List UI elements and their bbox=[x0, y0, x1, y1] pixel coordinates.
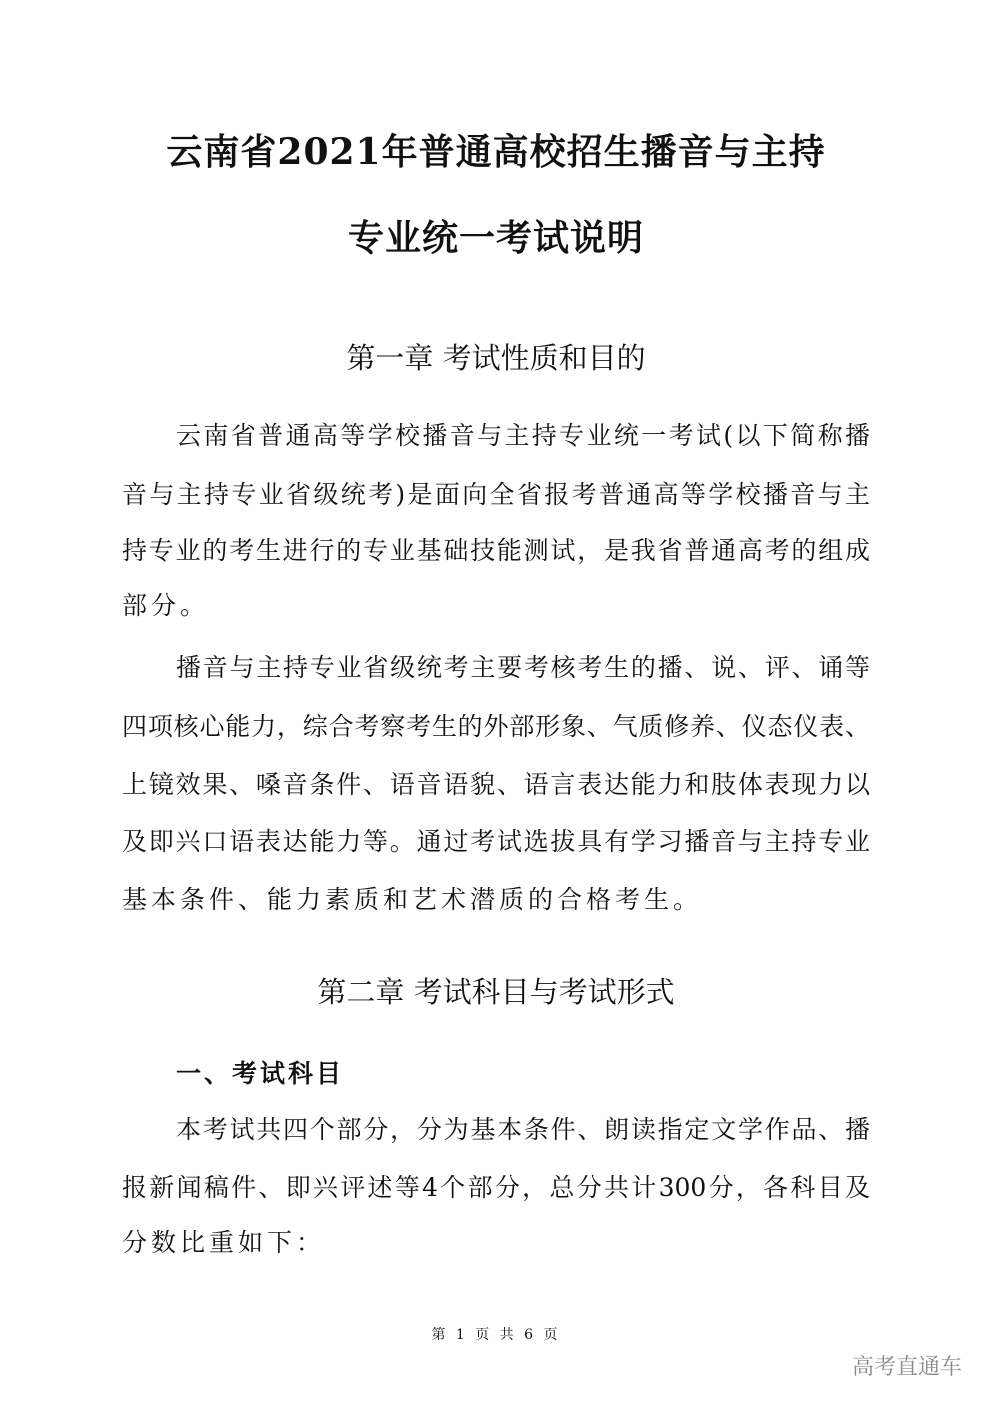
paragraph-line: 四项核心能力，综合考察考生的外部形象、气质修养、仪态仪表、 bbox=[122, 712, 870, 741]
paragraph-line: 上镜效果、嗓音条件、语音语貌、语言表达能力和肢体表现力以 bbox=[122, 770, 870, 799]
paragraph-line: 云南省普通高等学校播音与主持专业统一考试(以下简称播 bbox=[176, 421, 870, 450]
paragraph-line: 报新闻稿件、即兴评述等4个部分，总分共计300分，各科目及 bbox=[122, 1173, 870, 1202]
paragraph-line: 持专业的考生进行的专业基础技能测试，是我省普通高考的组成 bbox=[122, 536, 870, 565]
watermark: 高考直通车 bbox=[851, 1355, 962, 1380]
document-title-line1: 云南省2021年普通高校招生播音与主持 bbox=[166, 131, 826, 173]
paragraph-line: 音与主持专业省级统考)是面向全省报考普通高等学校播音与主 bbox=[122, 480, 870, 509]
paragraph-line: 部分。 bbox=[122, 591, 210, 620]
paragraph-line: 及即兴口语表达能力等。通过考试选拔具有学习播音与主持专业 bbox=[122, 827, 870, 856]
paragraph-line: 分数比重如下： bbox=[122, 1228, 326, 1257]
section-heading-exam-subjects: 一、考试科目 bbox=[176, 1059, 345, 1088]
chapter2-heading: 第二章 考试科目与考试形式 bbox=[317, 975, 675, 1009]
paragraph-line: 本考试共四个部分，分为基本条件、朗读指定文学作品、播 bbox=[176, 1115, 870, 1144]
document-title-line2: 专业统一考试说明 bbox=[347, 217, 644, 259]
paragraph-line: 播音与主持专业省级统考主要考核考生的播、说、评、诵等 bbox=[176, 653, 870, 682]
paragraph-line: 基本条件、能力素质和艺术潜质的合格考生。 bbox=[122, 885, 703, 914]
page-number: 第 1 页 共 6 页 bbox=[431, 1327, 561, 1343]
chapter1-heading: 第一章 考试性质和目的 bbox=[346, 341, 646, 375]
